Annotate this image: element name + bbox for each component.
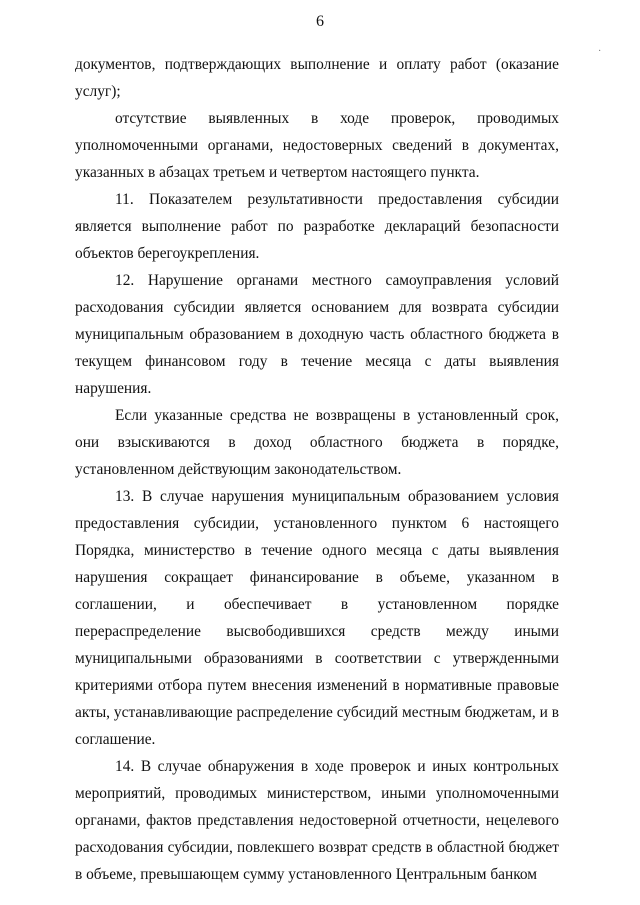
paragraph-13: 13. В случае нарушения муниципальным образованием условия предоставления субсидии, установленного пунктом 6 настоящего Порядка, министерство в течение одного месяца с даты выявления нарушения сокращает финансирование в объеме, указанном в соглашении, и обеспечивает в установленном порядке перераспределение высвободившихся средств между иными муниципальными образованиями в соответствии с утвержденными критериями отбора путем внесения изменений в нормативные правовые акты, устанавливающие распределение субсидий местным бюджетам, и в соглашение. (75, 488, 559, 748)
paragraph-14: 14. В случае обнаружения в ходе проверок и иных контрольных мероприятий, проводимых министерством, иными уполномоченными органами, фактов представления недостоверной отчетности, нецелевого расходования субсидии, повлекшего возврат средств в областной бюджет в объеме, превышающем сумму установленного Центральным банком (75, 758, 559, 883)
document-body (75, 51, 559, 888)
paragraph-absence-of-false-info: отсутствие выявленных в ходе проверок, проводимых уполномоченными органами, недостоверных сведений в документах, указанных в абзацах третьем и четвертом настоящего пункта. (75, 110, 559, 181)
page-number: 6 (316, 13, 324, 30)
paragraph-continuation: документов, подтверждающих выполнение и оплату работ (оказание услуг); (75, 56, 559, 100)
paragraph-11: 11. Показателем результативности предоставления субсидии является выполнение работ по разработке деклараций безопасности объектов берегоукрепления. (75, 191, 559, 262)
paragraph-12: 12. Нарушение органами местного самоуправления условий расходования субсидии является основанием для возврата субсидии муниципальным образованием в доходную часть областного бюджета в текущем финансовом году в течение месяца с даты выявления нарушения. (75, 272, 559, 397)
paragraph-12-recovery: Если указанные средства не возвращены в установленный срок, они взыскиваются в доход областного бюджета в порядке, установленном действующим законодательством. (75, 407, 559, 478)
margin-mark: · (598, 46, 602, 57)
